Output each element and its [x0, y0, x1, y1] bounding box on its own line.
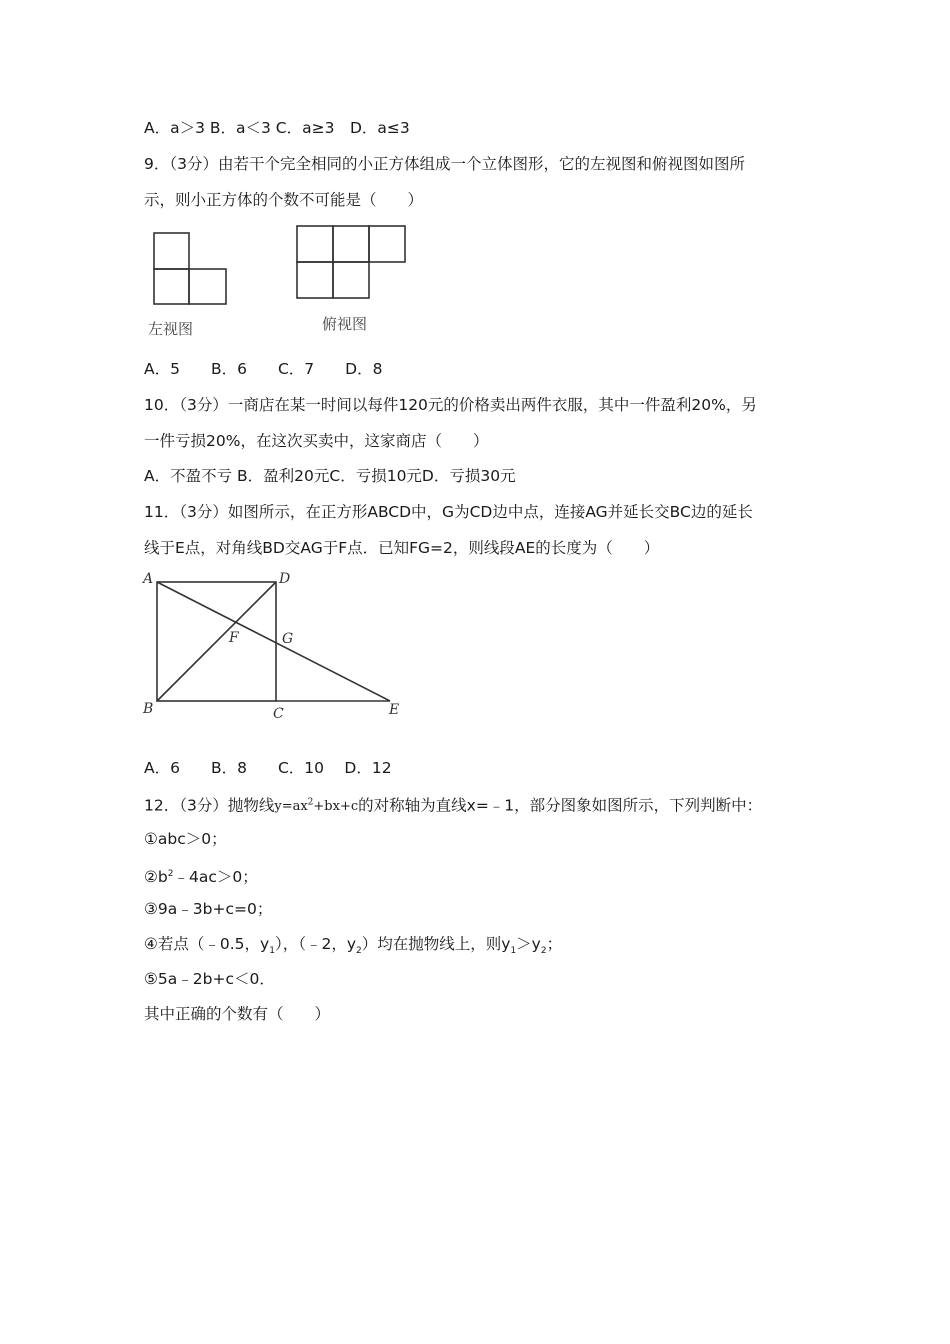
q10-stem-line2: 一件亏损20%，在这次买卖中，这家商店（ ） [144, 432, 489, 450]
q10-stem-line1: 10．（3分）一商店在某一时间以每件120元的价格卖出两件衣服，其中一件盈利20%，另 [144, 396, 757, 414]
left-view-label: 左视图 [148, 320, 194, 338]
label-f: F [229, 630, 239, 646]
label-d: D [279, 571, 291, 587]
left-view-figure [140, 224, 250, 344]
line-ae [157, 582, 390, 701]
q12-statement-1: ①abc＞0； [144, 830, 227, 848]
q12-statement-3: ③9a﹣3b+c=0； [144, 900, 273, 918]
q12-stem-prefix: 12．（3分）抛物线 [144, 796, 275, 815]
label-c: C [273, 706, 284, 722]
q11-stem-line1: 11．（3分）如图所示，在正方形ABCD中，G为CD边中点，连接AG并延长交BC边的延长 [144, 503, 753, 521]
left-view-square-top [154, 233, 189, 269]
label-e: E [389, 702, 400, 718]
q12-statement-2: $②b^2﹣4ac>0$； [144, 868, 258, 887]
q11-stem-line2: 线于E点，对角线BD交AG于F点．已知FG=2，则线段AE的长度为（ ） [144, 539, 660, 557]
q11-options: A．6 B．8 C．10 D．12 [144, 759, 392, 777]
left-view-square-bottom-right [189, 269, 226, 304]
q12-statement-5: ⑤5a﹣2b+c＜0． [144, 970, 275, 988]
label-a: A [143, 571, 154, 587]
label-g: G [282, 631, 294, 647]
q9-stem-line2: 示，则小正方体的个数不可能是（ ） [144, 191, 424, 209]
q12-equation: $y=ax^2+bx+c$ [274, 798, 359, 815]
q10-options: A．不盈不亏 B．盈利20元C．亏损10元D．亏损30元 [144, 467, 516, 485]
label-b: B [143, 701, 154, 717]
top-view-figure [290, 220, 420, 340]
q12-stem-suffix: 的对称轴为直线x=﹣1，部分图象如图所示，下列判断中： [358, 796, 763, 815]
q8-options: A．a＞3 B．a＜3 C．a≥3 D．a≤3 [144, 119, 410, 137]
q9-options: A．5 B．6 C．7 D．8 [144, 360, 383, 378]
diagonal-bd [157, 582, 276, 701]
q12-statement-4: ④若点（﹣0.5，$y_1$），（﹣2，$y_2$）均在抛物线上，则$y_1>y_2$； [144, 935, 563, 957]
square-abcd-figure [140, 566, 420, 726]
left-view-square-bottom-left [154, 269, 189, 304]
top-view-label: 俯视图 [322, 315, 368, 333]
q12-stem-line1 [144, 793, 762, 817]
q12-question: 其中正确的个数有（ ） [144, 1005, 331, 1023]
q9-stem-line1: 9．（3分）由若干个完全相同的小正方体组成一个立体图形，它的左视图和俯视图如图所 [144, 155, 745, 173]
